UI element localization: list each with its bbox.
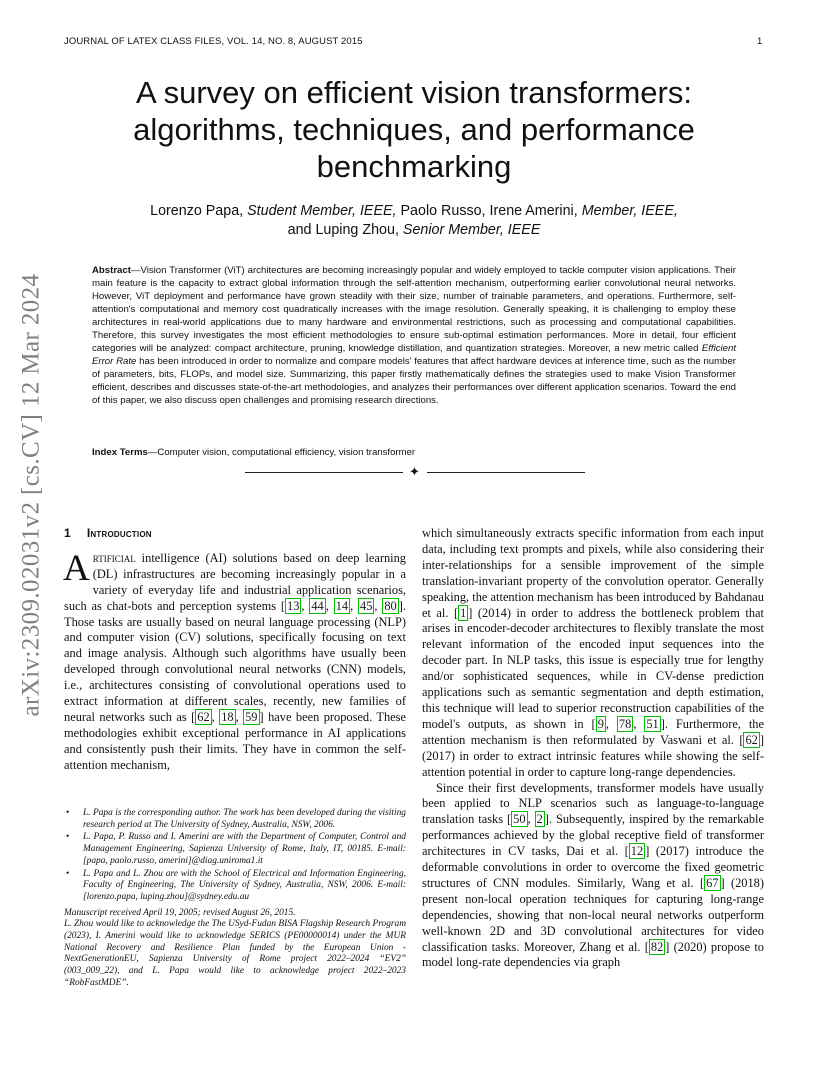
body-text: Since their first developments, transformer models have usually been applied to NLP scenarios such as language-to-language translation tasks	[422, 780, 764, 827]
section-number: 1	[64, 526, 71, 540]
separator-diamond-icon: ✦	[409, 464, 420, 479]
index-terms-text: —Computer vision, computational efficiency, vision transformer	[147, 447, 416, 458]
bullet-icon: •	[66, 868, 70, 879]
author-papa: Lorenzo Papa,	[150, 203, 244, 219]
arxiv-stamp[interactable]	[16, 273, 46, 717]
citation-link[interactable]: 62	[745, 732, 758, 747]
citation-link[interactable]: 59	[245, 709, 258, 724]
citation-link[interactable]: 51	[646, 716, 659, 731]
manuscript-received: Manuscript received April 19, 2005; revised August 26, 2015.	[64, 907, 296, 918]
author-papa-role: Student Member, IEEE,	[247, 203, 397, 219]
arxiv-stamp-text: arXiv:2309.02031v2 [cs.CV] 12 Mar 2024	[17, 273, 44, 717]
citation-link[interactable]: 67	[706, 875, 719, 890]
intro-text: intelligence (AI) solutions based on deep learning (DL) infrastructures are becoming increasingly popular in a variety of everyday life and industrial application scenarios, such as chat-bots and perception systems	[64, 550, 406, 613]
lead-caps: rtificial	[92, 550, 136, 565]
index-terms-label: Index Terms	[92, 447, 148, 458]
citation-link[interactable]: 2	[536, 812, 543, 827]
author-zhou-role: Senior Member, IEEE	[402, 222, 541, 238]
citation-link[interactable]: 80	[384, 598, 397, 613]
citation-link[interactable]: 78	[618, 716, 632, 731]
citation-link[interactable]: 14	[335, 598, 349, 613]
body-text: (2014) in order to address the bottleneck problem that arises in encoder-decoder architectures to flexibly translate the most relevant information of the encoded input sequences into the decoder part. In NLP tasks, this issue is especially true for lengthy and/or sophisticated sequences, while in CV-dense prediction applications such as semantic segmentation and depth estimation, this technique will lead to superior reconstruction capabilities of the model's outputs, as shown in	[422, 605, 764, 731]
index-terms	[92, 446, 736, 459]
abstract-emph: Efficient Error Rate	[92, 343, 736, 367]
citation-link[interactable]: 18	[221, 709, 234, 724]
citation-link[interactable]: 44	[311, 598, 324, 613]
abstract-label: Abstract	[92, 265, 131, 276]
body-text: (2020) propose to model long-rate dependencies via graph	[422, 939, 764, 970]
bullet-icon: •	[66, 832, 70, 843]
intro-paragraph: Artificial intelligence (AI) solutions based on deep learning (DL) infrastructures are becoming increasingly popular in a variety of everyday life and industrial application scenarios, such as chat-bots and perception systems [ 13 , 44 , 14 , 45 , 80 ]. Those tasks are usually based on neural language processing (NLP) and computer vision (CV) solutions, specifically focusing on text and image analysis. Although such algorithms have usually been developed through convolutional neural networks (CNN) models, i.e., architectures consisting of convolutional operations used to extract information at different scales, recently, new families of neural networks such as [ 62 , 18 , 59 ] have been proposed. These methodologies exhibit exceptional performance in AI applications and consistently push their limits. They have in common the self-attention mechanism,	[63, 547, 406, 772]
citation-link[interactable]: 1	[460, 605, 467, 620]
dropcap: A	[63, 547, 90, 589]
left-column	[64, 526, 406, 774]
author-list	[64, 202, 764, 240]
right-paragraph-2: Since their first developments, transformer models have usually been applied to NLP scenarios such as language-to-language translation tasks [ 50 , 2 ]. Subsequently, inspired by the remarkable performances achieved by the global receptive field of transformer architectures in CV tasks, Dai et al. [ 12 ] (2017) introduce the deformable convolutions in order to overcome the fixed geometric structures of CNN modules. Similarly, Wang et al. [ 67 ] (2018) present non-local operation techniques for capturing long-range dependencies, showing that non-local neural networks outperform well-known 2D and 3D convolutional architectures for video classification tasks. Moreover, Zhang et al. [ 82 ] (2020) propose to model long-rate dependencies via graph	[422, 780, 764, 970]
section-title: Introduction	[86, 526, 152, 540]
citation-link[interactable]: 82	[650, 939, 664, 954]
footnotes	[64, 808, 406, 990]
running-head: JOURNAL OF LATEX CLASS FILES, VOL. 14, NO. 8, AUGUST 2015	[64, 36, 363, 47]
citation-link[interactable]: 50	[513, 812, 526, 827]
bullet-icon: •	[66, 808, 70, 818]
footnote-text: L. Papa is the corresponding author. The work has been developed during the visiting research period at The University of Sydney, Australia, NSW, 2006.	[83, 808, 406, 830]
body-text: . Furthermore, the attention mechanism is then reformulated by Vaswani et al.	[422, 716, 764, 747]
body-text: (2017) introduce the deformable convolutions in order to overcome the fixed geometric structures of CNN modules. Similarly, Wang et al.	[422, 844, 764, 890]
footnote-item	[64, 808, 406, 831]
intro-text: . Those tasks are usually based on neural language processing (NLP) and computer vision (CV) solutions, specifically focusing on text and image analysis. Although such algorithms have usually been developed through convolutional neural networks (CNN) models, i.e., architectures consisting of convolutional operations used to extract information at different scales, recently, new families of neural networks such as	[64, 598, 406, 724]
section-heading	[64, 526, 406, 542]
page-number: 1	[757, 36, 763, 47]
author-amerini-role: Member, IEEE,	[581, 203, 678, 219]
footnote-text: L. Papa, P. Russo and I. Amerini are with the Department of Computer, Control and Management Engineering, Sapienza University of Rome, Italy, IT, 00185. E-mail: [papa, paolo.russo, amerini]@diag.uniroma1.it	[83, 832, 406, 866]
separator-line-left	[245, 472, 403, 473]
citation-link[interactable]: 9	[597, 716, 604, 731]
body-text: (2018) present non-local operation techniques for capturing long-range dependencies, showing that non-local neural networks outperform well-known 2D and 3D convolutional architectures for video classification tasks. Moreover, Zhang et al.	[422, 875, 764, 954]
abstract-text-2: has been introduced in order to normalize and compare models' features that affect hardware devices at inference time, such as the number of parameters, bits, FLOPs, and model size. Summarizing, this paper firstly mathematically defines the strategies used to make Vision Transformer efficient, describes and discusses state-of-the-art methodologies, and analyzes their performances over different application scenarios. Toward the end of this paper, we also discuss open challenges and promising research directions.	[92, 356, 736, 406]
section-separator	[245, 464, 585, 480]
author-russo-amerini: Paolo Russo, Irene Amerini,	[400, 203, 578, 219]
separator-line-right	[427, 472, 585, 473]
citation-link[interactable]: 12	[630, 844, 644, 859]
citation-link[interactable]: 45	[360, 598, 373, 613]
right-column	[422, 526, 764, 971]
intro-text: have been proposed. These methodologies exhibit exceptional performance in AI applications and consistently push their limits. They have in common the self-attention mechanism,	[64, 709, 406, 772]
footnote-text: L. Papa and L. Zhou are with the School of Electrical and Information Engineering, Faculty of Engineering, The University of Sydney, Australia, NSW, 2006. E-mail: [lorenzo.papa, luping.zhou]@sydney.edu.au	[83, 868, 406, 902]
body-text: . Subsequently, inspired by the remarkable performances achieved by the global receptive field of transformer architectures in CV tasks, Dai et al.	[422, 812, 764, 859]
acknowledgement: L. Zhou would like to acknowledge the The USyd-Fudan BISA Flagship Research Program (2023), I. Amerini would like to acknowledge SERICS (PE00000014) under the MUR National Recovery and Resilience Plan funded by the European Union - NextGenerationEU, Sapienza University of Rome project 2022–2024 “EV2” (003_009_22), and L. Papa would like to acknowledge project 2022–2023 “RobFastMDE”.	[64, 919, 406, 988]
author-zhou: and Luping Zhou,	[287, 222, 399, 238]
paper-title: A survey on efficient vision transformers: algorithms, techniques, and performance benchmarking	[133, 75, 695, 184]
right-paragraph-1: which simultaneously extracts specific information from each input data, including text prompts and pixels, while also considering their inter-relationships for a sensible improvement of the simple translation-invariant property of the convolution operator. Generally speaking, the attention mechanism has been introduced by Bahdanau et al. [ 1 ] (2014) in order to address the bottleneck problem that arises in encoder-decoder architectures to flexibly translate the most relevant information of the encoded input sequences into the decoder part. In NLP tasks, this issue is especially true for lengthy and/or sophisticated sequences, while in CV-dense prediction applications such as semantic segmentation and depth estimation, this technique will lead to superior reconstruction capabilities of the model's outputs, as shown in [ 9 , 78 , 51 ]. Furthermore, the attention mechanism is then reformulated by Vaswani et al. [ 62 ] (2017) in order to extract intrinsic features while showing the self-attention potential in order to capture long-range dependencies.	[422, 526, 764, 779]
footnote-item	[64, 832, 406, 867]
citation-link[interactable]: 13	[287, 598, 300, 613]
manuscript-note	[64, 908, 406, 990]
abstract-text-1: —Vision Transformer (ViT) architectures are becoming increasingly popular and widely employed to tackle computer vision applications. Their main feature is the capacity to extract global information through the self-attention mechanism, outperforming earlier convolutional neural networks. However, ViT deployment and performance have grown steadily with their size, number of trainable parameters, and operations. Furthermore, self-attention's computational and memory cost quadratically increases with the image resolution. Generally speaking, it is challenging to employ these architectures in real-world applications due to many hardware and environmental restrictions, such as processing and computational capabilities. Therefore, this survey investigates the most efficient methodologies to ensure sub-optimal estimation performances. More in detail, four efficient categories will be analyzed: compact architecture, pruning, knowledge distillation, and quantization strategies. Moreover, a new metric called	[92, 265, 736, 354]
body-text: which simultaneously extracts specific information from each input data, including text prompts and pixels, while also considering their inter-relationships for a sensible improvement of the simple translation-invariant property of the convolution operator. Generally speaking, the attention mechanism has been introduced by Bahdanau et al.	[422, 526, 764, 620]
footnote-item	[64, 869, 406, 904]
citation-link[interactable]: 62	[197, 709, 210, 724]
body-text: (2017) in order to extract intrinsic features while showing the self-attention potential in order to capture long-range dependencies.	[422, 748, 764, 779]
abstract	[92, 264, 736, 407]
